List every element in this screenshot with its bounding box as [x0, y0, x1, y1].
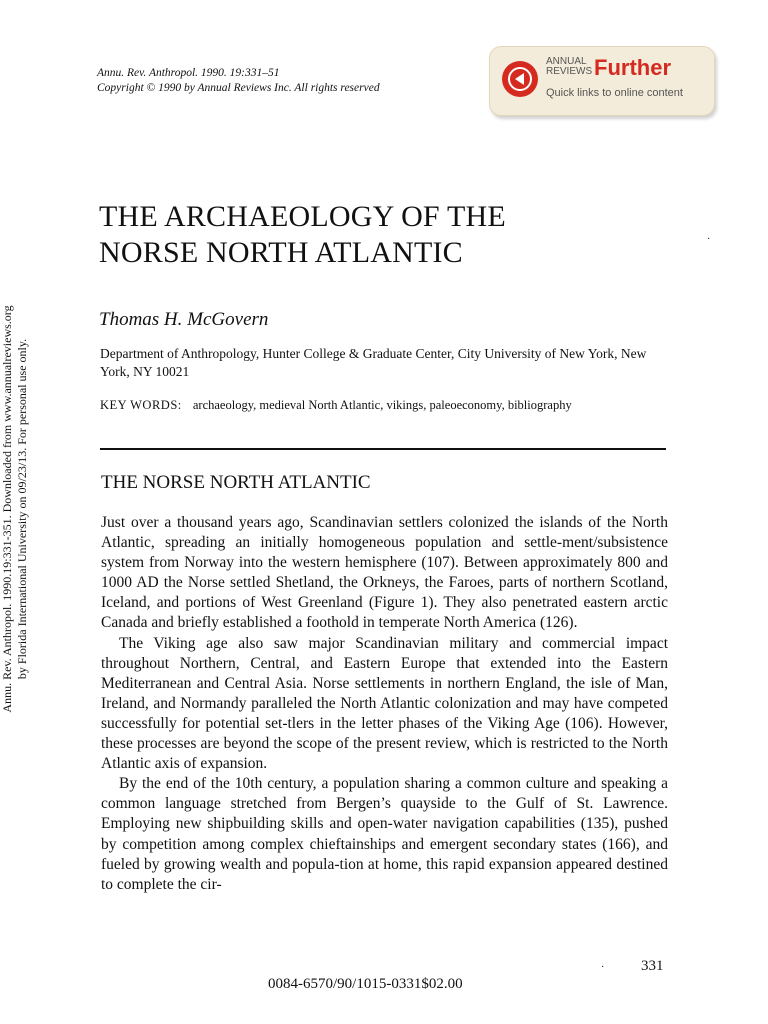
author-name: Thomas H. McGovern [99, 309, 269, 330]
scan-speck: · [707, 234, 711, 245]
journal-citation [97, 66, 380, 96]
page-number: 331 [641, 958, 664, 974]
keywords [100, 397, 680, 413]
sidebar-line-2: by Florida International University on 09/23/13. For personal use only. [15, 338, 29, 680]
header-divider [100, 448, 666, 450]
scan-dot: · [601, 962, 605, 973]
footer-code: 0084-6570/90/1015-0331$02.00 [268, 976, 463, 992]
keywords-label: KEY WORDS: [100, 398, 182, 412]
badge-annual-text: ANNUAL [546, 56, 587, 67]
body-paragraph-3: By the end of the 10th century, a population sharing a common culture and speaking a common language stretched from Bergen’s quayside to the Gulf of St. Lawrence. Employing new shipbuilding skills and open-water navigation capabilities (135), pushed by competition among complex chieftainships and emergent secondary states (166), and fueled by growing wealth and popula-tion at home, this rapid expansion appeared destined to complete the cir- [101, 775, 668, 893]
keywords-list: archaeology, medieval North Atlantic, vikings, paleoeconomy, bibliography [192, 398, 572, 412]
badge-tagline: Quick links to online content [546, 87, 683, 99]
badge-further-text: Further [594, 55, 671, 80]
badge-reviews-text: REVIEWS [546, 66, 593, 77]
download-notice-sidebar [0, 274, 60, 744]
title-line-2: NORSE NORTH ATLANTIC [99, 236, 463, 269]
article-body [101, 513, 668, 895]
body-paragraph-1: Just over a thousand years ago, Scandinavian settlers colonized the islands of the North Atlantic, spreading an initially homogeneous population and settle-ment/subsistence system from Norway into the western hemisphere (107). Between approximately 800 and 1000 AD the Norse settled Shetland, the Orkneys, the Faroes, parts of northern Scotland, Iceland, and portions of West Greenland (Figure 1). They also penetrated eastern arctic Canada and briefly established a foothold in temperate North America (126). [101, 514, 668, 632]
author-affiliation: Department of Anthropology, Hunter College & Graduate Center, City University of New York, New York, NY 10021 [100, 346, 647, 379]
play-back-icon [502, 61, 538, 97]
section-heading: THE NORSE NORTH ATLANTIC [101, 472, 371, 493]
annual-reviews-wordmark [546, 57, 596, 77]
citation-line-2: Copyright © 1990 by Annual Reviews Inc. All rights reserved [97, 82, 380, 94]
sidebar-line-1: Annu. Rev. Anthropol. 1990.19:331-351. Downloaded from www.annualreviews.org [0, 305, 14, 713]
title-line-1: THE ARCHAEOLOGY OF THE [99, 200, 506, 233]
citation-line-1: Annu. Rev. Anthropol. 1990. 19:331–51 [97, 67, 280, 79]
article-title [99, 199, 506, 271]
annual-reviews-further-badge[interactable] [489, 46, 715, 116]
body-paragraph-2: The Viking age also saw major Scandinavian military and commercial impact throughout Northern, Central, and Eastern Europe that extended into the Eastern Mediterranean and Central Asia. Norse settlements in northern England, the isle of Man, Ireland, and Normandy paralleled the North Atlantic colonization and may have competed successfully for potential set-tlers in the letter phases of the Viking Age (106). However, these processes are beyond the scope of the present review, which is restricted to the North Atlantic axis of expansion. [101, 634, 668, 773]
